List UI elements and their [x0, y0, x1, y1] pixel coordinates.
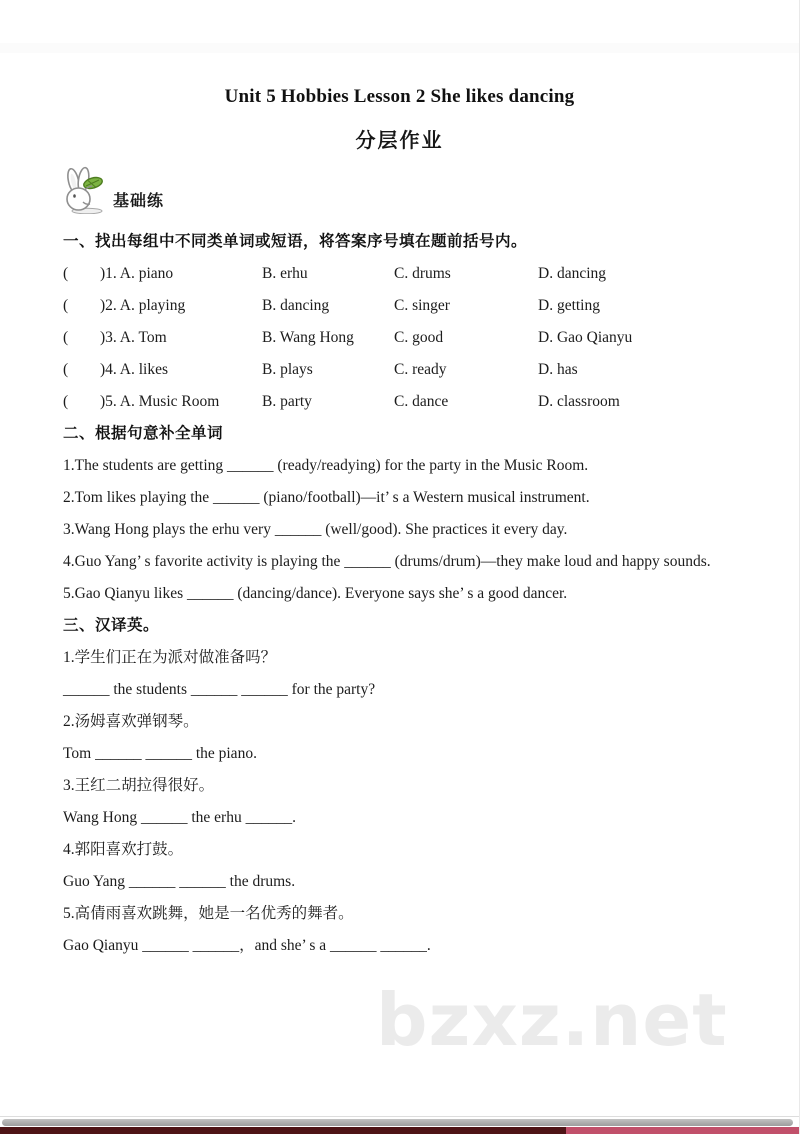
choice-option-c: C. dance [394, 393, 449, 410]
choice-row-1 [63, 258, 731, 290]
choice-option-d: D. Gao Qianyu [538, 329, 633, 346]
choice-option-d: D. getting [538, 297, 600, 314]
answer-bracket: ( [63, 329, 69, 346]
answer-bracket: ( [63, 265, 69, 282]
footer-divider [0, 1116, 799, 1117]
worksheet-content [63, 226, 731, 962]
rabbit-vegetable-icon [60, 166, 104, 214]
choice-row-3 [63, 322, 731, 354]
choice-option-b: B. Wang Hong [262, 329, 354, 346]
answer-bracket: ( [63, 297, 69, 314]
fill-item-5: 5.Gao Qianyu likes ______ (dancing/dance). Everyone says she’ s a good dancer. [63, 585, 568, 602]
choice-option-a: )3. A. Tom [100, 329, 167, 346]
translate-prompt-5: 5.高倩雨喜欢跳舞，她是一名优秀的舞者。 [63, 905, 354, 922]
scan-artifact-line [0, 43, 799, 53]
translate-answer-5: Gao Qianyu ______ ______，and she’ s a ______ ______. [63, 937, 431, 954]
choice-option-b: B. plays [262, 361, 313, 378]
translate-answer-2: Tom ______ ______ the piano. [63, 745, 257, 762]
section3-heading: 三、汉译英。 [63, 617, 160, 634]
choice-option-a: )4. A. likes [100, 361, 169, 378]
fill-item-1: 1.The students are getting ______ (ready/readying) for the party in the Music Room. [63, 457, 589, 474]
choice-row-2 [63, 290, 731, 322]
window-bottom-strip [0, 1127, 799, 1134]
choice-option-a: )1. A. piano [100, 265, 174, 282]
choice-option-c: C. ready [394, 361, 447, 378]
badge-label: 基础练 [113, 193, 165, 210]
section1-heading: 一、找出每组中不同类单词或短语，将答案序号填在题前括号内。 [63, 233, 528, 250]
translate-answer-1: ______ the students ______ ______ for the party? [63, 681, 376, 698]
choice-option-b: B. erhu [262, 265, 308, 282]
translate-answer-4: Guo Yang ______ ______ the drums. [63, 873, 296, 890]
translate-prompt-2: 2.汤姆喜欢弹钢琴。 [63, 713, 199, 730]
answer-bracket: ( [63, 393, 69, 410]
choice-option-b: B. party [262, 393, 312, 410]
choice-option-c: C. good [394, 329, 444, 346]
choice-row-5 [63, 386, 731, 418]
practice-badge [60, 166, 164, 214]
translate-prompt-4: 4.郭阳喜欢打鼓。 [63, 841, 184, 858]
choice-row-4 [63, 354, 731, 386]
bottom-strip-pink-segment [566, 1127, 799, 1134]
translate-prompt-1: 1.学生们正在为派对做准备吗？ [63, 649, 277, 666]
translate-prompt-3: 3.王红二胡拉得很好。 [63, 777, 215, 794]
fill-item-2: 2.Tom likes playing the ______ (piano/football)—it’ s a Western musical instrument. [63, 489, 590, 506]
bottom-strip-dark-segment [0, 1127, 566, 1134]
choice-option-a: )2. A. playing [100, 297, 186, 314]
site-watermark: bzxz.net [376, 978, 728, 1062]
choice-option-d: D. classroom [538, 393, 620, 410]
choice-option-d: D. has [538, 361, 578, 378]
choice-option-d: D. dancing [538, 265, 607, 282]
choice-option-c: C. singer [394, 297, 450, 314]
translate-answer-3: Wang Hong ______ the erhu ______. [63, 809, 296, 826]
page-title: Unit 5 Hobbies Lesson 2 She likes dancing [224, 86, 575, 107]
answer-bracket: ( [63, 361, 69, 378]
section2-heading: 二、根据句意补全单词 [63, 425, 224, 442]
fill-item-4: 4.Guo Yang’ s favorite activity is playing the ______ (drums/drum)—they make loud and happy sounds. [63, 553, 711, 570]
horizontal-scrollbar-thumb[interactable] [2, 1119, 793, 1126]
page-subtitle: 分层作业 [355, 130, 444, 152]
choice-option-b: B. dancing [262, 297, 330, 314]
choice-option-c: C. drums [394, 265, 451, 282]
choice-option-a: )5. A. Music Room [100, 393, 220, 410]
fill-item-3: 3.Wang Hong plays the erhu very ______ (well/good). She practices it every day. [63, 521, 568, 538]
